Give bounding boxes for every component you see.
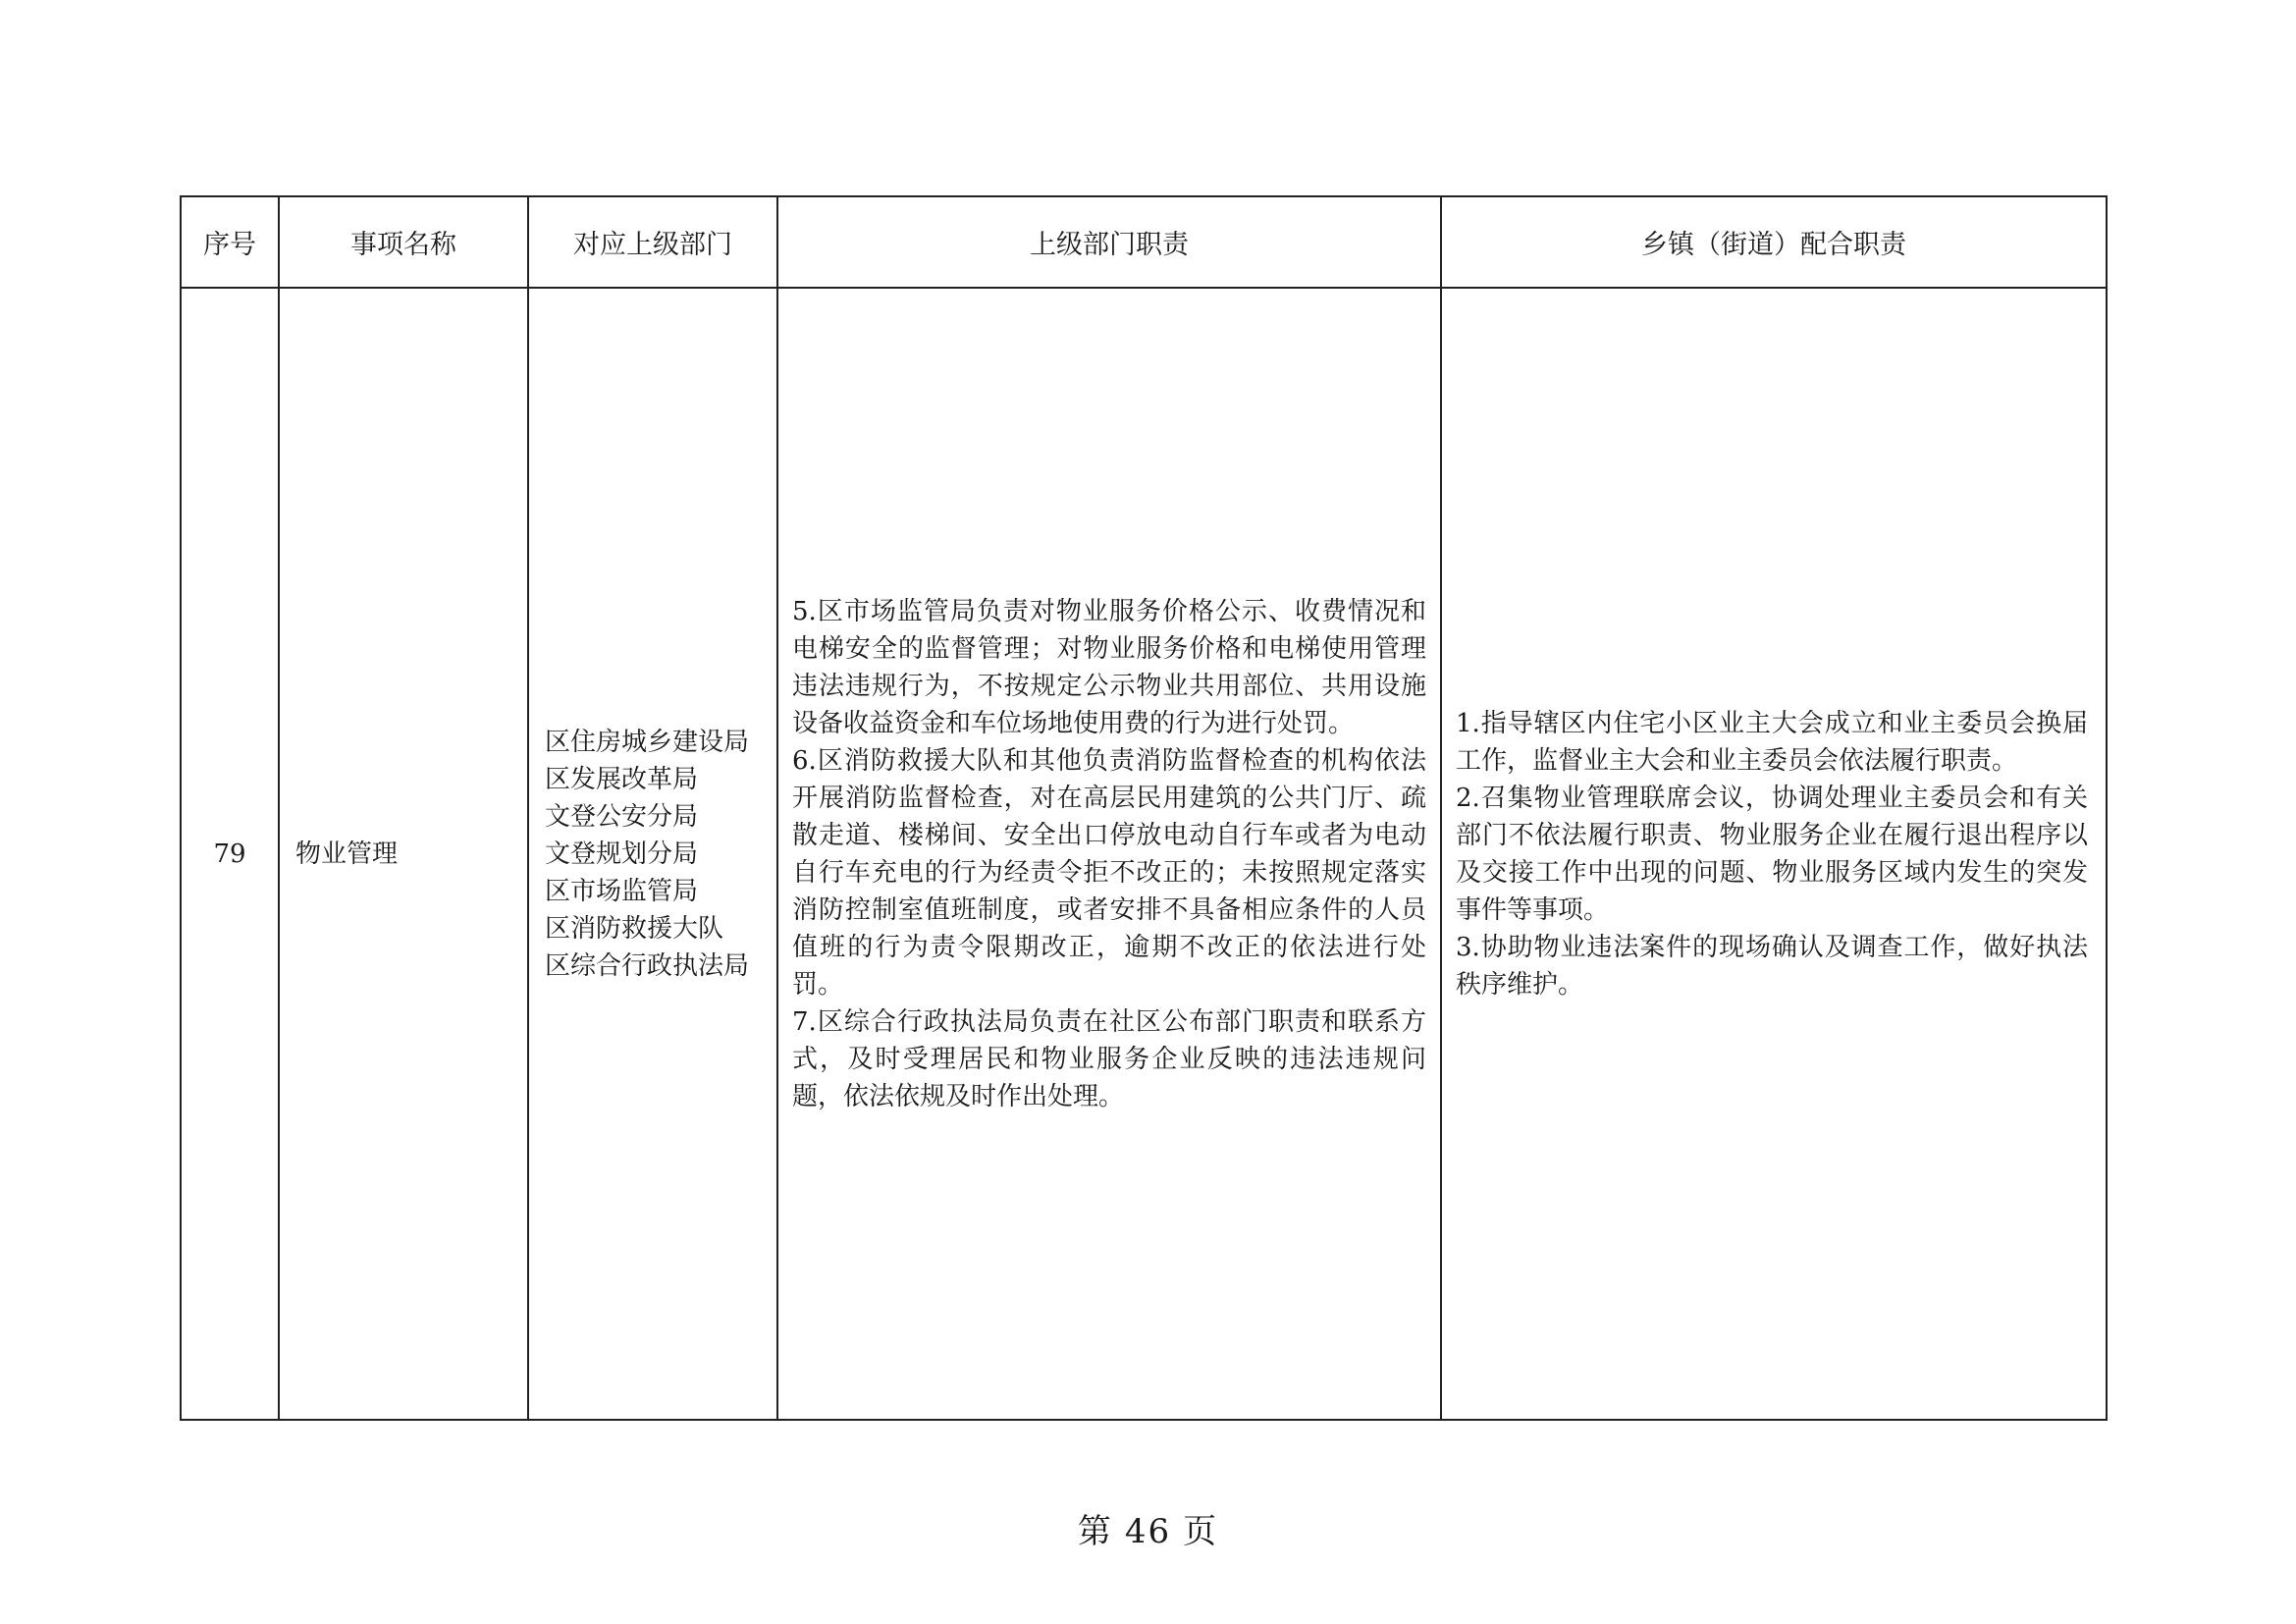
coop-duty-item: 1.指导辖区内住宅小区业主大会成立和业主委员会换届工作，监督业主大会和业主委员会依法履行职责。	[1456, 708, 2088, 776]
page-number	[0, 1504, 2296, 1552]
responsibility-table	[180, 195, 2108, 1421]
coop-duty-item: 3.协助物业违法案件的现场确认及调查工作，做好执法秩序维护。	[1456, 932, 2088, 1000]
table-row	[181, 288, 2107, 1420]
header-item-name: 事项名称	[279, 196, 528, 288]
duty-item: 6.区消防救援大队和其他负责消防监督检查的机构依法开展消防监督检查，对在高层民用建筑的公共门厅、疏散走道、楼梯间、安全出口停放电动自行车或者为电动自行车充电的行为经责令拒不改正的；未按照规定落实消防控制室值班制度，或者安排不具备相应条件的人员值班的行为责令限期改正，逾期不改正的依法进行处罚。	[792, 745, 1426, 1000]
table-header-row	[181, 196, 2107, 288]
item-name: 物业管理	[279, 288, 528, 1420]
dept-item: 区住房城乡建设局	[545, 727, 750, 757]
page-prefix: 第	[1077, 1512, 1113, 1551]
page-suffix: 页	[1183, 1512, 1219, 1551]
dept-item: 区市场监管局	[545, 876, 699, 906]
header-no: 序号	[181, 196, 279, 288]
page-num: 46	[1124, 1512, 1172, 1551]
dept-item: 文登规划分局	[545, 839, 699, 869]
duty-item: 5.区市场监管局负责对物业服务价格公示、收费情况和电梯安全的监督管理；对物业服务价格和电梯使用管理违法违规行为，不按规定公示物业共用部位、共用设施设备收益资金和车位场地使用费的行为进行处罚。	[792, 596, 1426, 738]
duty-item: 7.区综合行政执法局负责在社区公布部门职责和联系方式，及时受理居民和物业服务企业反映的违法违规问题，依法依规及时作出处理。	[792, 1006, 1426, 1111]
header-township-coop-duty: 乡镇（街道）配合职责	[1441, 196, 2107, 288]
duty-list	[777, 288, 1441, 1420]
header-superior-duty: 上级部门职责	[777, 196, 1441, 288]
dept-item: 区综合行政执法局	[545, 950, 750, 981]
header-superior-dept: 对应上级部门	[528, 196, 777, 288]
dept-item: 文登公安分局	[545, 801, 699, 832]
coop-duty-item: 2.召集物业管理联席会议，协调处理业主委员会和有关部门不依法履行职责、物业服务企业在履行退出程序以及交接工作中出现的问题、物业服务区域内发生的突发事件等事项。	[1456, 783, 2088, 925]
dept-list	[528, 288, 777, 1420]
dept-item: 区发展改革局	[545, 764, 699, 794]
dept-item: 区消防救援大队	[545, 913, 724, 944]
coop-duty-list	[1441, 288, 2107, 1420]
row-number: 79	[181, 288, 279, 1420]
